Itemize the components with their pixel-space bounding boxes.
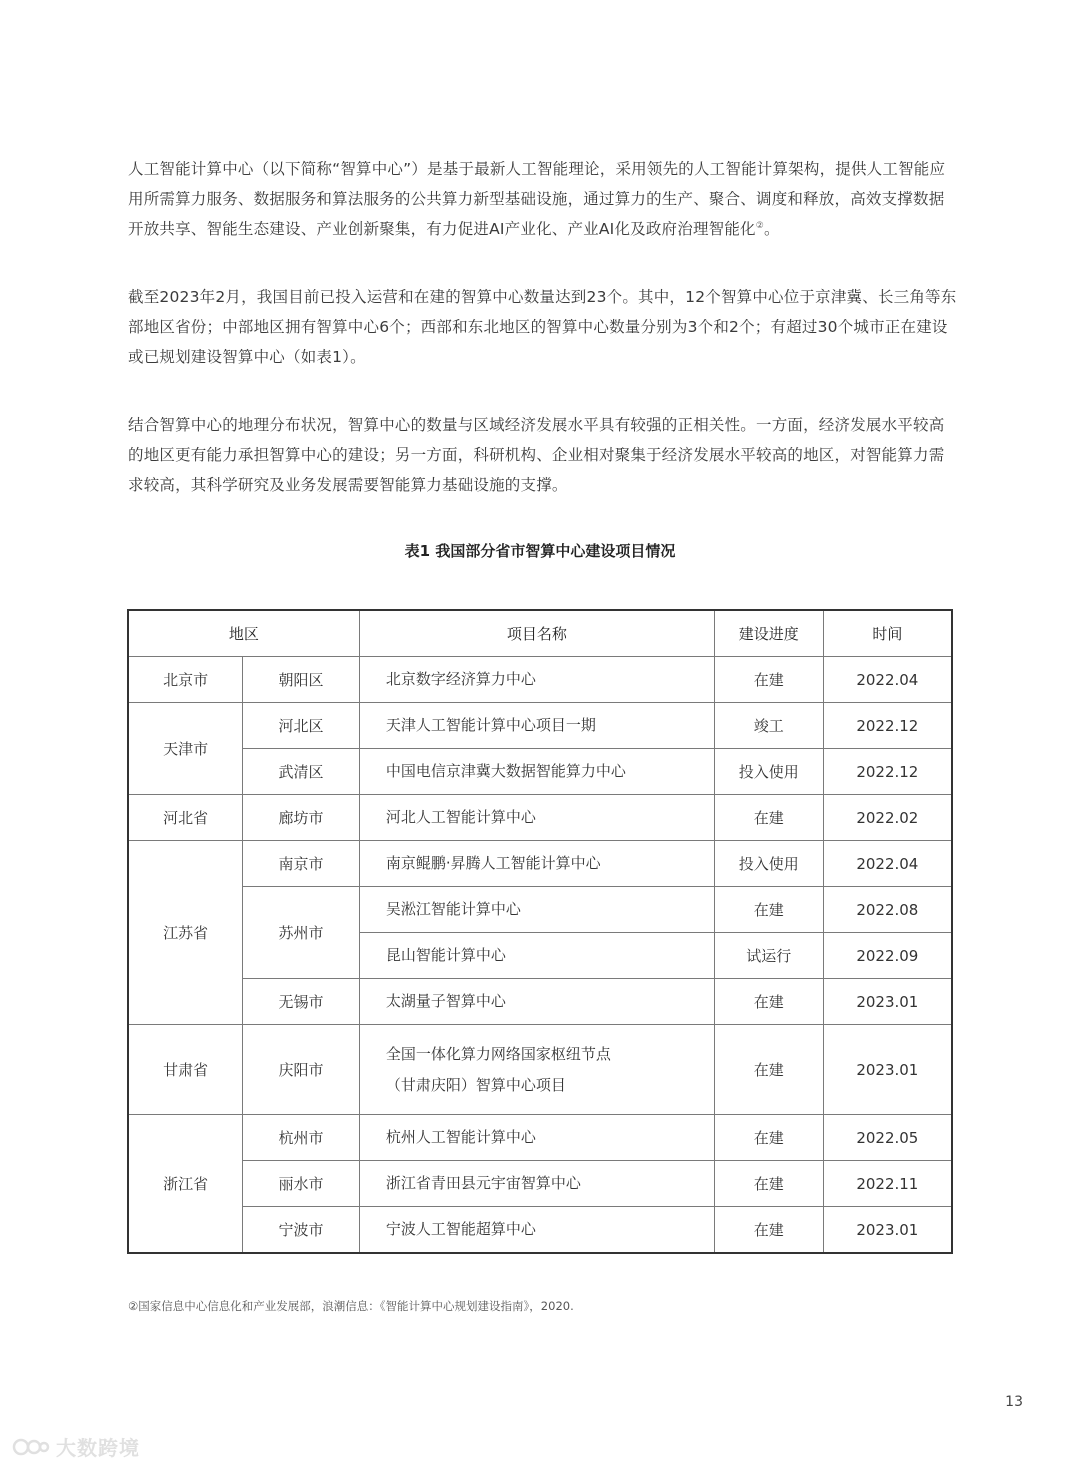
city-cell: 廊坊市: [243, 795, 360, 841]
table-row: [128, 1161, 952, 1207]
table-header-row: [128, 610, 952, 657]
project-cell: 南京鲲鹏·昇腾人工智能计算中心: [359, 841, 714, 887]
table-row: [128, 657, 952, 703]
city-cell: 庆阳市: [243, 1025, 360, 1115]
province-cell: 河北省: [128, 795, 243, 841]
watermark: [12, 1432, 140, 1461]
time-cell: 2023.01: [823, 979, 952, 1025]
footnote: ②国家信息中心信息化和产业发展部，浪潮信息：《智能计算中心规划建设指南》，2020.: [128, 1299, 574, 1313]
province-cell: 江苏省: [128, 841, 243, 1025]
project-cell: 浙江省青田县元宇宙智算中心: [359, 1161, 714, 1207]
time-cell: 2022.11: [823, 1161, 952, 1207]
projects-table: [127, 609, 953, 1254]
city-cell: 河北区: [243, 703, 360, 749]
table-row: [128, 1025, 952, 1115]
analysis-paragraph: 结合智算中心的地理分布状况，智算中心的数量与区域经济发展水平具有较强的正相关性。一方面，经济发展水平较高的地区更有能力承担智算中心的建设；另一方面，科研机构、企业相对聚集于经济发展水平较高的地区，对智能算力需求较高，其科学研究及业务发展需要智能算力基础设施的支撑。: [128, 416, 945, 494]
city-cell: 无锡市: [243, 979, 360, 1025]
project-cell: 天津人工智能计算中心项目一期: [359, 703, 714, 749]
project-line: 全国一体化算力网络国家枢纽节点: [385, 1044, 611, 1063]
progress-cell: 竣工: [714, 703, 823, 749]
project-cell: 太湖量子智算中心: [359, 979, 714, 1025]
table-row: [128, 841, 952, 887]
header-project: 项目名称: [359, 610, 714, 657]
time-cell: 2022.12: [823, 749, 952, 795]
header-progress: 建设进度: [714, 610, 823, 657]
project-cell: 北京数字经济算力中心: [359, 657, 714, 703]
progress-cell: 在建: [714, 657, 823, 703]
progress-cell: 在建: [714, 979, 823, 1025]
table-caption: 表1 我国部分省市智算中心建设项目情况: [404, 542, 676, 560]
project-line: （甘肃庆阳）智算中心项目: [385, 1075, 566, 1094]
project-cell: 宁波人工智能超算中心: [359, 1207, 714, 1254]
province-cell: 甘肃省: [128, 1025, 243, 1115]
table-row: [128, 703, 952, 749]
time-cell: 2022.05: [823, 1115, 952, 1161]
time-cell: 2022.09: [823, 933, 952, 979]
progress-cell: 在建: [714, 887, 823, 933]
intro-paragraph: 人工智能计算中心（以下简称“智算中心”）是基于最新人工智能理论，采用领先的人工智能计算架构，提供人工智能应用所需算力服务、数据服务和算法服务的公共算力新型基础设施，通过算力的生产、聚合、调度和释放，高效支撑数据开放共享、智能生态建设、产业创新聚集，有力促进AI产业化、产业AI化及政府治理智能化②。: [128, 160, 946, 238]
table-row: [128, 795, 952, 841]
header-time: 时间: [823, 610, 952, 657]
progress-cell: 在建: [714, 1115, 823, 1161]
watermark-text: 大数跨境: [56, 1436, 140, 1460]
time-cell: 2022.02: [823, 795, 952, 841]
project-cell: 河北人工智能计算中心: [359, 795, 714, 841]
progress-cell: 在建: [714, 1207, 823, 1254]
project-cell: 昆山智能计算中心: [359, 933, 714, 979]
time-cell: 2022.04: [823, 657, 952, 703]
progress-cell: 投入使用: [714, 749, 823, 795]
city-cell: 朝阳区: [243, 657, 360, 703]
time-cell: 2022.08: [823, 887, 952, 933]
progress-cell: 在建: [714, 1025, 823, 1115]
header-region: 地区: [128, 610, 359, 657]
project-cell: 杭州人工智能计算中心: [359, 1115, 714, 1161]
table-row: [128, 887, 952, 933]
city-cell: 武清区: [243, 749, 360, 795]
progress-cell: 试运行: [714, 933, 823, 979]
city-cell: 杭州市: [243, 1115, 360, 1161]
time-cell: 2023.01: [823, 1207, 952, 1254]
city-cell: 苏州市: [243, 887, 360, 979]
province-cell: 天津市: [128, 703, 243, 795]
table-row: [128, 1207, 952, 1254]
project-cell: [359, 1025, 714, 1115]
province-cell: 浙江省: [128, 1115, 243, 1254]
province-cell: 北京市: [128, 657, 243, 703]
city-cell: 南京市: [243, 841, 360, 887]
watermark-logo-icon: [12, 1436, 50, 1458]
project-cell: 中国电信京津冀大数据智能算力中心: [359, 749, 714, 795]
table-row: [128, 749, 952, 795]
table-row: [128, 1115, 952, 1161]
page-number: 13: [1005, 1394, 1023, 1410]
time-cell: 2023.01: [823, 1025, 952, 1115]
footnote-ref: ②: [755, 220, 765, 231]
project-cell: 吴淞江智能计算中心: [359, 887, 714, 933]
progress-cell: 在建: [714, 1161, 823, 1207]
time-cell: 2022.04: [823, 841, 952, 887]
progress-cell: 在建: [714, 795, 823, 841]
statistics-paragraph: 截至2023年2月，我国目前已投入运营和在建的智算中心数量达到23个。其中，12个智算中心位于京津冀、长三角等东部地区省份；中部地区拥有智算中心6个；西部和东北地区的智算中心数量分别为3个和2个；有超过30个城市正在建设或已规划建设智算中心（如表1）。: [128, 288, 957, 366]
city-cell: 丽水市: [243, 1161, 360, 1207]
progress-cell: 投入使用: [714, 841, 823, 887]
time-cell: 2022.12: [823, 703, 952, 749]
table-row: [128, 979, 952, 1025]
city-cell: 宁波市: [243, 1207, 360, 1254]
